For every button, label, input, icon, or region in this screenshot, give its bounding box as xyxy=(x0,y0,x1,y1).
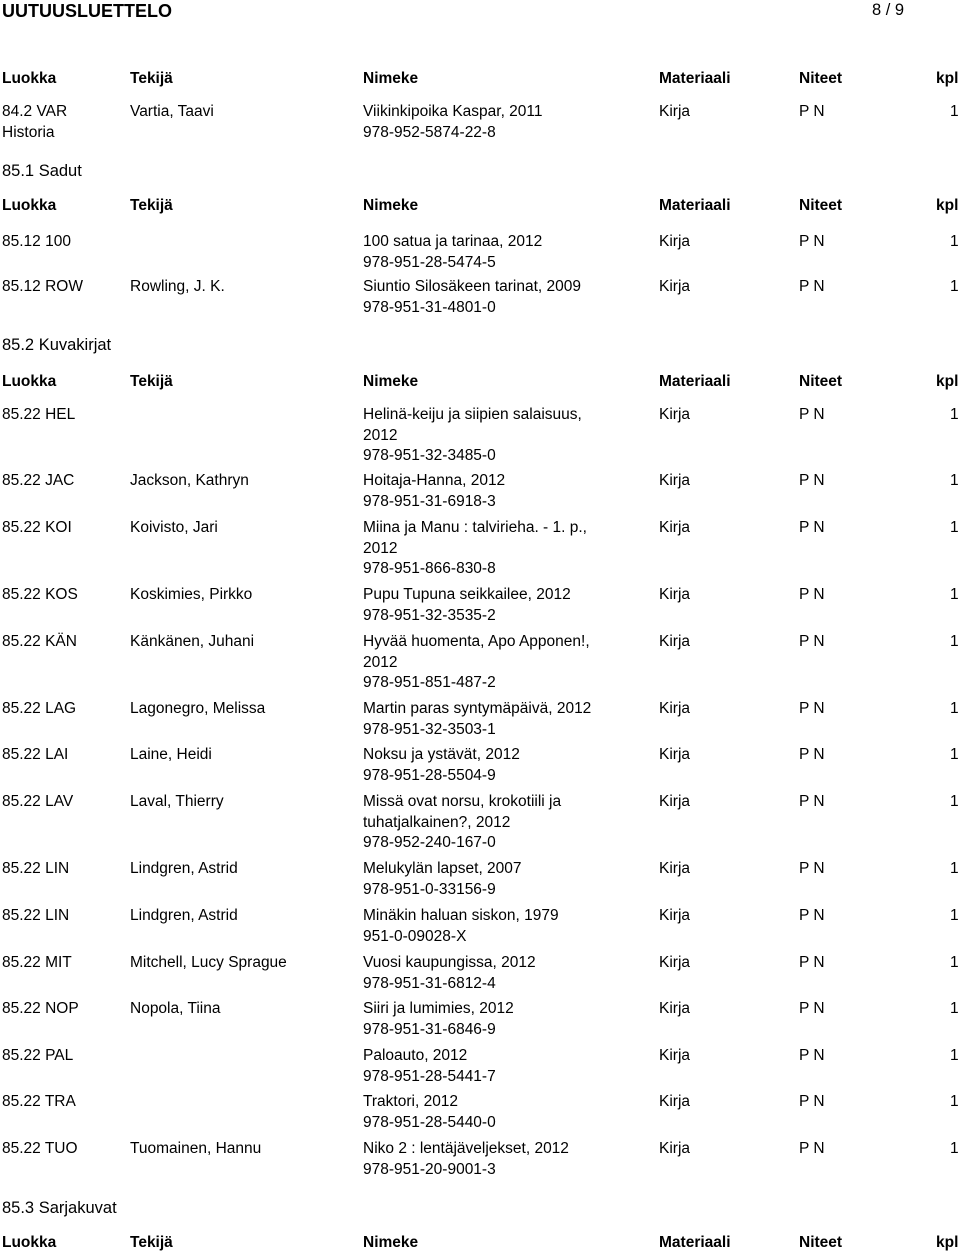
entry-isbn: 978-951-20-9001-3 xyxy=(363,1160,496,1178)
entry-title: Vuosi kaupungissa, 2012 xyxy=(363,954,536,971)
entry-material: Kirja xyxy=(659,1047,691,1064)
entry-copies: P N xyxy=(799,700,825,717)
entry-author: Mitchell, Lucy Sprague xyxy=(130,954,287,971)
entry-count: 1 xyxy=(950,954,959,971)
entry-copies: P N xyxy=(799,746,825,763)
header-luokka: Luokka xyxy=(2,197,57,214)
entry-copies: P N xyxy=(799,406,825,423)
entry-author: Rowling, J. K. xyxy=(130,278,225,295)
entry-title: Paloauto, 2012 xyxy=(363,1047,468,1064)
entry-isbn: 978-951-851-487-2 xyxy=(363,674,496,691)
entry-count: 1 xyxy=(950,907,959,924)
entry-author: Vartia, Taavi xyxy=(130,103,214,120)
entry-count: 1 xyxy=(950,586,959,603)
header-nimeke: Nimeke xyxy=(363,1234,419,1251)
entry-isbn: 978-951-31-6918-3 xyxy=(363,492,496,510)
entry-title: Niko 2 : lentäjäveljekset, 2012 xyxy=(363,1140,569,1157)
header-luokka: Luokka xyxy=(2,1234,57,1251)
header-nimeke: Nimeke xyxy=(363,373,419,390)
entry-count: 1 xyxy=(950,278,959,295)
header-materiaali: Materiaali xyxy=(659,373,731,390)
entry-author: Laine, Heidi xyxy=(130,746,212,763)
entry-count: 1 xyxy=(950,793,959,810)
header-tekija: Tekijä xyxy=(130,197,173,214)
entry-author: Nopola, Tiina xyxy=(130,1000,221,1017)
header-tekija: Tekijä xyxy=(130,1234,173,1251)
entry-title: 100 satua ja tarinaa, 2012 xyxy=(363,233,543,250)
entry-isbn: 978-951-0-33156-9 xyxy=(363,880,496,898)
entry-material: Kirja xyxy=(659,278,691,295)
entry-author: Koivisto, Jari xyxy=(130,519,218,536)
entry-title: Missä ovat norsu, krokotiili ja xyxy=(363,793,562,810)
entry-title: Traktori, 2012 xyxy=(363,1093,459,1110)
entry-class: 85.22 NOP xyxy=(2,1000,79,1017)
entry-material: Kirja xyxy=(659,406,691,423)
entry-class: 85.22 LAI xyxy=(2,746,69,763)
entry-material: Kirja xyxy=(659,519,691,536)
entry-count: 1 xyxy=(950,700,959,717)
entry-count: 1 xyxy=(950,633,959,650)
entry-class: 85.22 KÄN xyxy=(2,633,77,650)
entry-count: 1 xyxy=(950,1000,959,1017)
section-title: 85.3 Sarjakuvat xyxy=(2,1199,117,1217)
entry-material: Kirja xyxy=(659,907,691,924)
header-tekija: Tekijä xyxy=(130,70,173,87)
entry-copies: P N xyxy=(799,586,825,603)
entry-class: 85.22 LAG xyxy=(2,700,77,717)
entry-copies: P N xyxy=(799,233,825,250)
entry-isbn: 978-951-32-3485-0 xyxy=(363,447,496,464)
entry-author: Lindgren, Astrid xyxy=(130,860,238,877)
entry-count: 1 xyxy=(950,406,959,423)
entry-isbn: 978-951-28-5440-0 xyxy=(363,1113,496,1131)
entry-author: Jackson, Kathryn xyxy=(130,472,249,489)
entry-copies: P N xyxy=(799,1000,825,1017)
header-kpl: kpl xyxy=(936,373,959,390)
entry-class: 85.22 LIN xyxy=(2,860,70,877)
entry-count: 1 xyxy=(950,472,959,489)
entry-material: Kirja xyxy=(659,103,691,120)
header-materiaali: Materiaali xyxy=(659,1234,731,1251)
entry-isbn: 978-952-240-167-0 xyxy=(363,834,496,851)
header-niteet: Niteet xyxy=(799,373,843,390)
entry-count: 1 xyxy=(950,1047,959,1064)
entry-material: Kirja xyxy=(659,700,691,717)
entry-material: Kirja xyxy=(659,1093,691,1110)
entry-title: Minäkin haluan siskon, 1979 xyxy=(363,907,559,924)
entry-isbn: 951-0-09028-X xyxy=(363,927,467,945)
entry-isbn: 978-951-866-830-8 xyxy=(363,560,496,577)
section-title: 85.1 Sadut xyxy=(2,162,82,180)
entry-author: Lindgren, Astrid xyxy=(130,907,238,924)
entry-material: Kirja xyxy=(659,746,691,763)
entry-title-line2: 2012 xyxy=(363,653,398,671)
entry-title: Siiri ja lumimies, 2012 xyxy=(363,1000,514,1017)
entry-material: Kirja xyxy=(659,586,691,603)
entry-isbn: 978-951-28-5441-7 xyxy=(363,1067,496,1085)
entry-copies: P N xyxy=(799,633,825,650)
entry-count: 1 xyxy=(950,519,959,536)
entry-class: 85.22 LAV xyxy=(2,793,74,810)
entry-material: Kirja xyxy=(659,472,691,489)
entry-title: Hoitaja-Hanna, 2012 xyxy=(363,472,506,489)
entry-count: 1 xyxy=(950,1140,959,1157)
header-nimeke: Nimeke xyxy=(363,197,419,214)
entry-class: 85.22 TUO xyxy=(2,1140,78,1157)
entry-copies: P N xyxy=(799,519,825,536)
entry-copies: P N xyxy=(799,860,825,877)
section-title: 85.2 Kuvakirjat xyxy=(2,336,112,354)
entry-count: 1 xyxy=(950,103,959,120)
entry-copies: P N xyxy=(799,954,825,971)
entry-class: 85.22 KOI xyxy=(2,519,72,536)
entry-isbn: 978-952-5874-22-8 xyxy=(363,123,496,141)
entry-class: 85.12 ROW xyxy=(2,278,83,295)
entry-class: 84.2 VAR xyxy=(2,103,68,120)
entry-title: Viikinkipoika Kaspar, 2011 xyxy=(363,103,543,120)
entry-title-line2: tuhatjalkainen?, 2012 xyxy=(363,813,511,831)
header-kpl: kpl xyxy=(936,70,959,87)
entry-count: 1 xyxy=(950,746,959,763)
header-luokka: Luokka xyxy=(2,70,57,87)
entry-author: Laval, Thierry xyxy=(130,793,224,810)
entry-title: Martin paras syntymäpäivä, 2012 xyxy=(363,700,592,717)
entry-copies: P N xyxy=(799,103,825,120)
entry-copies: P N xyxy=(799,1140,825,1157)
entry-title: Helinä-keiju ja siipien salaisuus, xyxy=(363,406,582,423)
entry-copies: P N xyxy=(799,793,825,810)
document-title: UUTUUSLUETTELO xyxy=(2,1,172,21)
header-kpl: kpl xyxy=(936,1234,959,1251)
header-tekija: Tekijä xyxy=(130,373,173,390)
entry-class: 85.22 TRA xyxy=(2,1093,76,1110)
entry-material: Kirja xyxy=(659,860,691,877)
entry-class: 85.22 LIN xyxy=(2,907,70,924)
entry-author: Känkänen, Juhani xyxy=(130,633,255,650)
entry-class-line2: Historia xyxy=(2,123,55,141)
entry-count: 1 xyxy=(950,860,959,877)
entry-author: Lagonegro, Melissa xyxy=(130,700,266,717)
entry-title: Pupu Tupuna seikkailee, 2012 xyxy=(363,586,571,603)
entry-isbn: 978-951-28-5474-5 xyxy=(363,253,496,271)
entry-count: 1 xyxy=(950,1093,959,1110)
header-kpl: kpl xyxy=(936,197,959,214)
entry-title: Hyvää huomenta, Apo Apponen!, xyxy=(363,633,590,650)
header-luokka: Luokka xyxy=(2,373,57,390)
entry-title-line2: 2012 xyxy=(363,426,398,444)
entry-class: 85.22 JAC xyxy=(2,472,75,489)
entry-isbn: 978-951-32-3503-1 xyxy=(363,720,496,738)
header-materiaali: Materiaali xyxy=(659,70,731,87)
entry-title-line2: 2012 xyxy=(363,539,398,557)
entry-material: Kirja xyxy=(659,1000,691,1017)
header-nimeke: Nimeke xyxy=(363,70,419,87)
entry-isbn: 978-951-31-4801-0 xyxy=(363,298,496,316)
entry-title: Miina ja Manu : talvirieha. - 1. p., xyxy=(363,519,587,536)
entry-copies: P N xyxy=(799,1047,825,1064)
header-materiaali: Materiaali xyxy=(659,197,731,214)
entry-copies: P N xyxy=(799,907,825,924)
entry-isbn: 978-951-31-6846-9 xyxy=(363,1020,496,1038)
entry-author: Koskimies, Pirkko xyxy=(130,586,253,603)
header-niteet: Niteet xyxy=(799,197,843,214)
entry-title: Siuntio Silosäkeen tarinat, 2009 xyxy=(363,278,582,295)
entry-title: Noksu ja ystävät, 2012 xyxy=(363,746,520,763)
entry-class: 85.22 KOS xyxy=(2,586,78,603)
entry-isbn: 978-951-28-5504-9 xyxy=(363,766,496,784)
page-number: 8 / 9 xyxy=(872,1,905,19)
entry-author: Tuomainen, Hannu xyxy=(130,1140,262,1157)
entry-isbn: 978-951-31-6812-4 xyxy=(363,974,496,992)
entry-isbn: 978-951-32-3535-2 xyxy=(363,606,496,624)
entry-class: 85.22 PAL xyxy=(2,1047,74,1064)
entry-material: Kirja xyxy=(659,633,691,650)
entry-copies: P N xyxy=(799,278,825,295)
entry-class: 85.22 HEL xyxy=(2,406,76,423)
entry-class: 85.22 MIT xyxy=(2,954,72,971)
entry-material: Kirja xyxy=(659,233,691,250)
header-niteet: Niteet xyxy=(799,1234,843,1251)
entry-count: 1 xyxy=(950,233,959,250)
entry-material: Kirja xyxy=(659,793,691,810)
entry-class: 85.12 100 xyxy=(2,233,71,250)
entry-title: Melukylän lapset, 2007 xyxy=(363,860,522,877)
entry-copies: P N xyxy=(799,1093,825,1110)
entry-material: Kirja xyxy=(659,1140,691,1157)
entry-copies: P N xyxy=(799,472,825,489)
entry-material: Kirja xyxy=(659,954,691,971)
header-niteet: Niteet xyxy=(799,70,843,87)
